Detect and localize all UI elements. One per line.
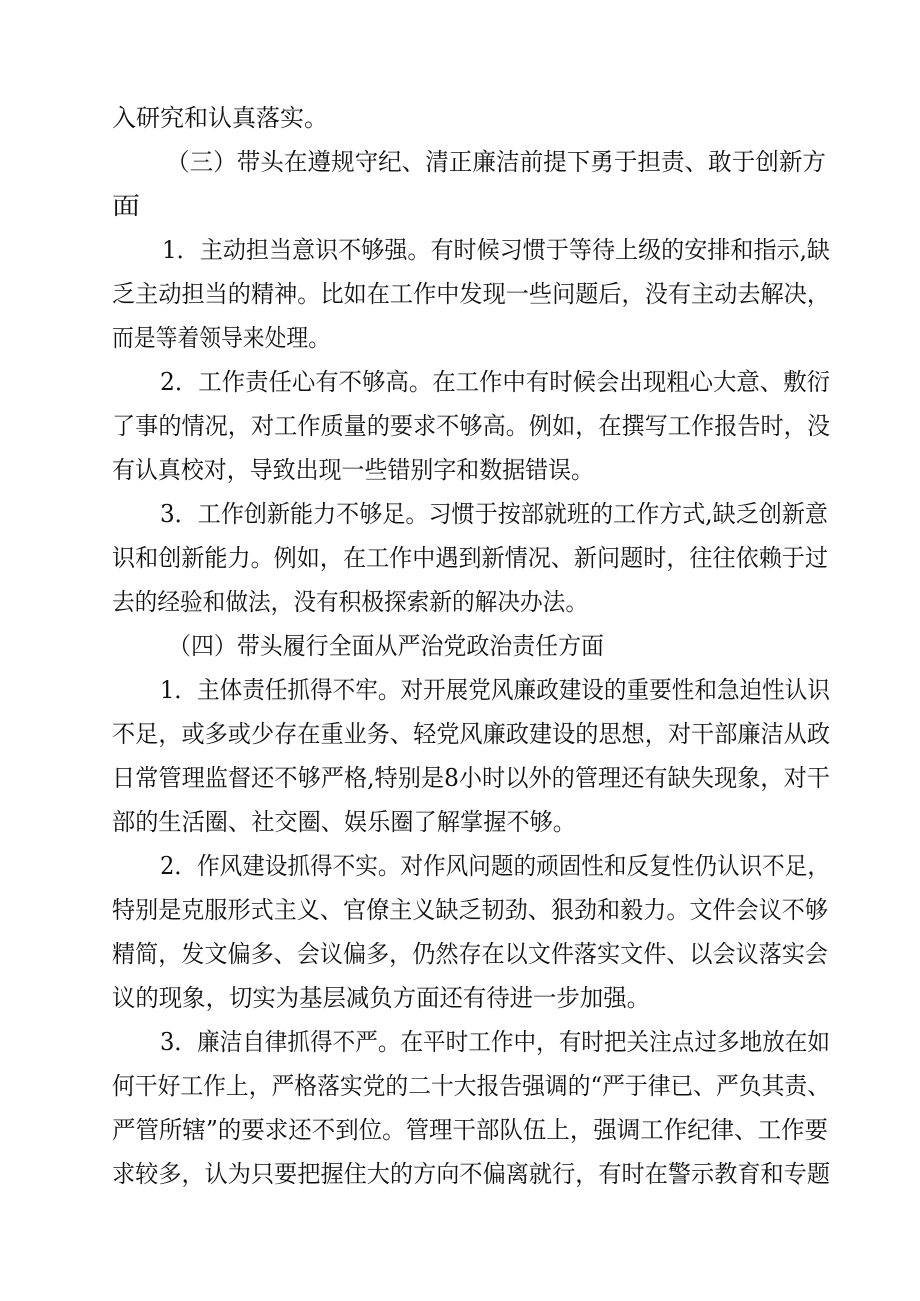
- text-line-content: 日常管理监督还不够严格,特别是8小时以外的管理还有缺失现象，对干: [112, 764, 830, 792]
- text-line-content: 3．工作创新能力不够足。习惯于按部就班的工作方式,缺乏创新意: [160, 500, 828, 528]
- text-line-content: 2．工作责任心有不够高。在工作中有时候会出现粗心大意、敷衍: [160, 368, 830, 396]
- section-heading: [0, 186, 920, 226]
- section-heading-content: （四）带头履行全面从严治党政治责任方面: [168, 632, 604, 660]
- text-line-content: 1．主动担当意识不够强。有时候习惯于等待上级的安排和指示,缺: [162, 236, 830, 264]
- text-line: [0, 450, 920, 490]
- text-line-content: 议的现象，切实为基层减负方面还有待进一步加强。: [112, 984, 650, 1012]
- text-line-content: 部的生活圈、社交圈、娱乐圈了解掌握不够。: [112, 808, 576, 836]
- text-line: [0, 582, 920, 622]
- text-line: [0, 978, 920, 1018]
- text-line: [0, 494, 920, 534]
- text-line-content: 了事的情况，对工作质量的要求不够高。例如，在撰写工作报告时，没: [112, 412, 830, 440]
- text-line: [0, 846, 920, 886]
- text-line: [0, 890, 920, 930]
- text-line: [0, 1022, 920, 1062]
- section-heading-content: 面: [112, 192, 140, 220]
- text-line-content: 1．主体责任抓得不牢。对开展党风廉政建设的重要性和急迫性认识: [160, 676, 830, 704]
- text-line: [0, 934, 920, 974]
- text-line: [0, 670, 920, 710]
- text-line: [0, 406, 920, 446]
- text-line-content: 特别是克服形式主义、官僚主义缺乏韧劲、狠劲和毅力。文件会议不够: [112, 896, 828, 924]
- text-line-content: 入研究和认真落实。: [112, 104, 328, 132]
- text-line: [0, 318, 920, 358]
- text-line: [0, 1154, 920, 1194]
- text-line: [0, 1110, 920, 1150]
- text-line: [0, 802, 920, 842]
- text-line: [0, 230, 920, 270]
- text-line: [0, 362, 920, 402]
- text-line-content: 有认真校对，导致出现一些错别字和数据错误。: [112, 456, 594, 484]
- text-line: [0, 1066, 920, 1106]
- section-heading-content: （三）带头在遵规守纪、清正廉洁前提下勇于担责、敢于创新方: [166, 148, 826, 176]
- text-line: [0, 98, 920, 138]
- section-heading: [0, 142, 920, 182]
- text-line: [0, 538, 920, 578]
- text-line-content: 求较多，认为只要把握住大的方向不偏离就行，有时在警示教育和专题: [112, 1160, 830, 1188]
- text-line: [0, 274, 920, 314]
- section-heading: [0, 626, 920, 666]
- text-line-content: 严管所辖”的要求还不到位。管理干部队伍上，强调工作纪律、工作要: [112, 1116, 828, 1144]
- text-line-content: 精简，发文偏多、会议偏多，仍然存在以文件落实文件、以会议落实会: [112, 940, 828, 968]
- text-line-content: 而是等着领导来处理。: [112, 324, 330, 352]
- text-line-content: 3．廉洁自律抓得不严。在平时工作中，有时把关注点过多地放在如: [160, 1028, 830, 1056]
- text-line-content: 识和创新能力。例如，在工作中遇到新情况、新问题时，往往依赖于过: [112, 544, 828, 572]
- text-line-content: 乏主动担当的精神。比如在工作中发现一些问题后，没有主动去解决，: [112, 280, 830, 308]
- text-line-content: 去的经验和做法，没有积极探索新的解决办法。: [112, 588, 588, 616]
- text-line-content: 不足，或多或少存在重业务、轻党风廉政建设的思想，对干部廉洁从政: [112, 720, 830, 748]
- text-line-content: 何干好工作上，严格落实党的二十大报告强调的“严于律已、严负其责、: [112, 1072, 830, 1100]
- text-line: [0, 714, 920, 754]
- text-line: [0, 758, 920, 798]
- text-line-content: 2．作风建设抓得不实。对作风问题的顽固性和反复性仍认识不足，: [160, 852, 830, 880]
